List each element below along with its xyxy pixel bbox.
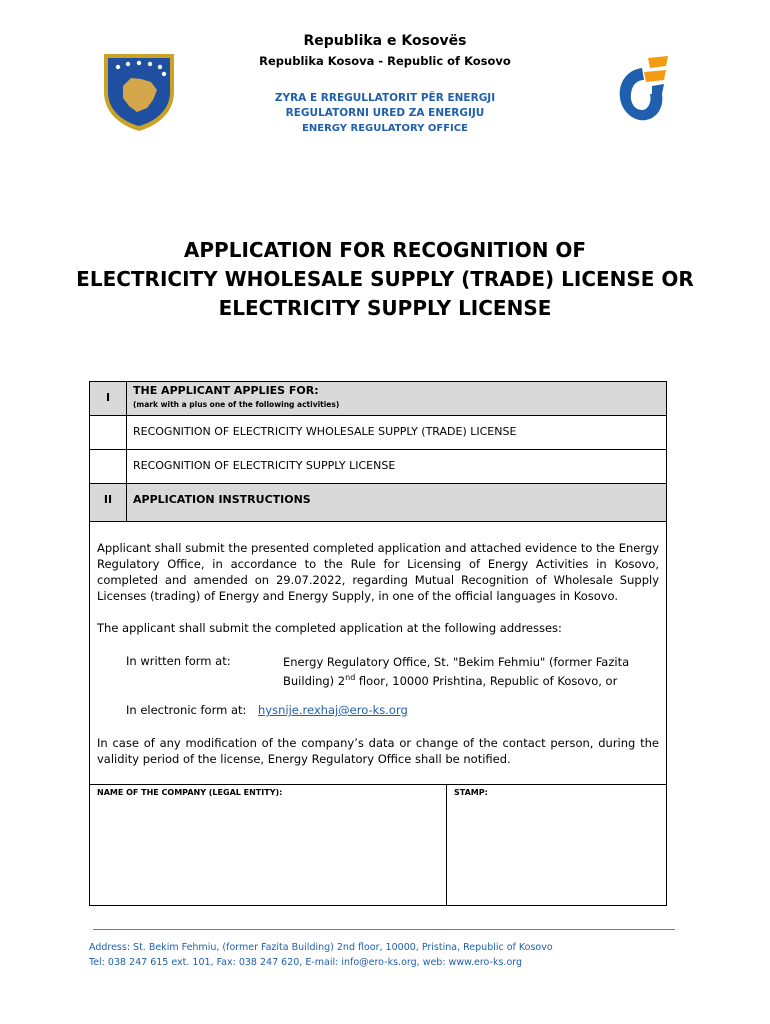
- electronic-form-label: In electronic form at:: [126, 703, 247, 717]
- company-name-field[interactable]: [90, 785, 447, 905]
- option-1-cell: [127, 416, 666, 450]
- option-2-cell: [127, 450, 666, 484]
- instructions-paragraph-3: In case of any modification of the company’s data or change of the contact person, during the validity period of the license, Energy Regulatory Office shall be notified.: [97, 736, 659, 766]
- title-line-1: APPLICATION FOR RECOGNITION OF: [183, 238, 587, 262]
- application-table: [89, 381, 667, 522]
- ero-logo-icon: [614, 54, 670, 126]
- country-subtitle: Republika Kosova - Republic of Kosovo: [259, 54, 511, 68]
- section-1-heading: THE APPLICANT APPLIES FOR:: [133, 384, 319, 397]
- section-1-number-cell: [90, 382, 127, 416]
- section-2-number: II: [103, 493, 113, 506]
- section-2-heading: APPLICATION INSTRUCTIONS: [133, 493, 311, 506]
- section-1-number: I: [105, 391, 111, 404]
- document-title: [60, 236, 710, 323]
- instructions-paragraph-2: The applicant shall submit the completed application at the following addresses:: [97, 621, 562, 635]
- stamp-label: STAMP:: [454, 788, 488, 797]
- written-form-label: In written form at:: [126, 654, 231, 668]
- kosovo-coat-of-arms-icon: [101, 52, 177, 132]
- office-name-serbian: REGULATORNI URED ZA ENERGIJU: [285, 107, 485, 119]
- office-name-english: ENERGY REGULATORY OFFICE: [302, 123, 468, 134]
- company-stamp-table: [89, 784, 667, 906]
- footer-address: Address: St. Bekim Fehmiu, (former Fazita Building) 2nd floor, 10000, Pristina, Republic of Kosovo: [89, 942, 553, 953]
- title-line-3: ELECTRICITY SUPPLY LICENSE: [218, 296, 552, 320]
- company-name-label: NAME OF THE COMPANY (LEGAL ENTITY):: [97, 788, 283, 797]
- option-2-checkbox-cell[interactable]: [90, 450, 127, 484]
- email-link[interactable]: hysnije.rexhaj@ero-ks.org: [258, 703, 408, 717]
- option-2-label: RECOGNITION OF ELECTRICITY SUPPLY LICENSE: [133, 459, 396, 472]
- written-form-address: Energy Regulatory Office, St. "Bekim Fehmiu" (former Fazita Building) 2nd floor, 10000 Prishtina, Republic of Kosovo, or: [283, 655, 630, 688]
- stamp-field[interactable]: [447, 785, 666, 905]
- section-1-note: (mark with a plus one of the following activities): [133, 400, 340, 409]
- footer-contact: Tel: 038 247 615 ext. 101, Fax: 038 247 620, E-mail: info@ero-ks.org, web: www.ero-ks.org: [89, 957, 523, 968]
- title-line-2: ELECTRICITY WHOLESALE SUPPLY (TRADE) LICENSE OR: [76, 267, 694, 291]
- office-name-albanian: ZYRA E RREGULLATORIT PËR ENERGJI: [274, 92, 496, 104]
- country-title: Republika e Kosovës: [303, 33, 467, 49]
- instructions-paragraph-1: Applicant shall submit the presented completed application and attached evidence to the Energy Regulatory Office, in accordance to the Rule for Licensing of Energy Activities in Kosovo, completed and amended on 29.07.2022, regarding Mutual Recognition of Wholesale Supply Licenses (trading) of Energy and Energy Supply, in one of the official languages in Kosovo.: [97, 541, 659, 603]
- section-2-header-cell: [127, 484, 666, 521]
- footer-divider: [93, 929, 675, 930]
- section-1-header-cell: [127, 382, 666, 416]
- option-1-checkbox-cell[interactable]: [90, 416, 127, 450]
- option-1-label: RECOGNITION OF ELECTRICITY WHOLESALE SUPPLY (TRADE) LICENSE: [133, 425, 517, 438]
- section-2-number-cell: [90, 484, 127, 521]
